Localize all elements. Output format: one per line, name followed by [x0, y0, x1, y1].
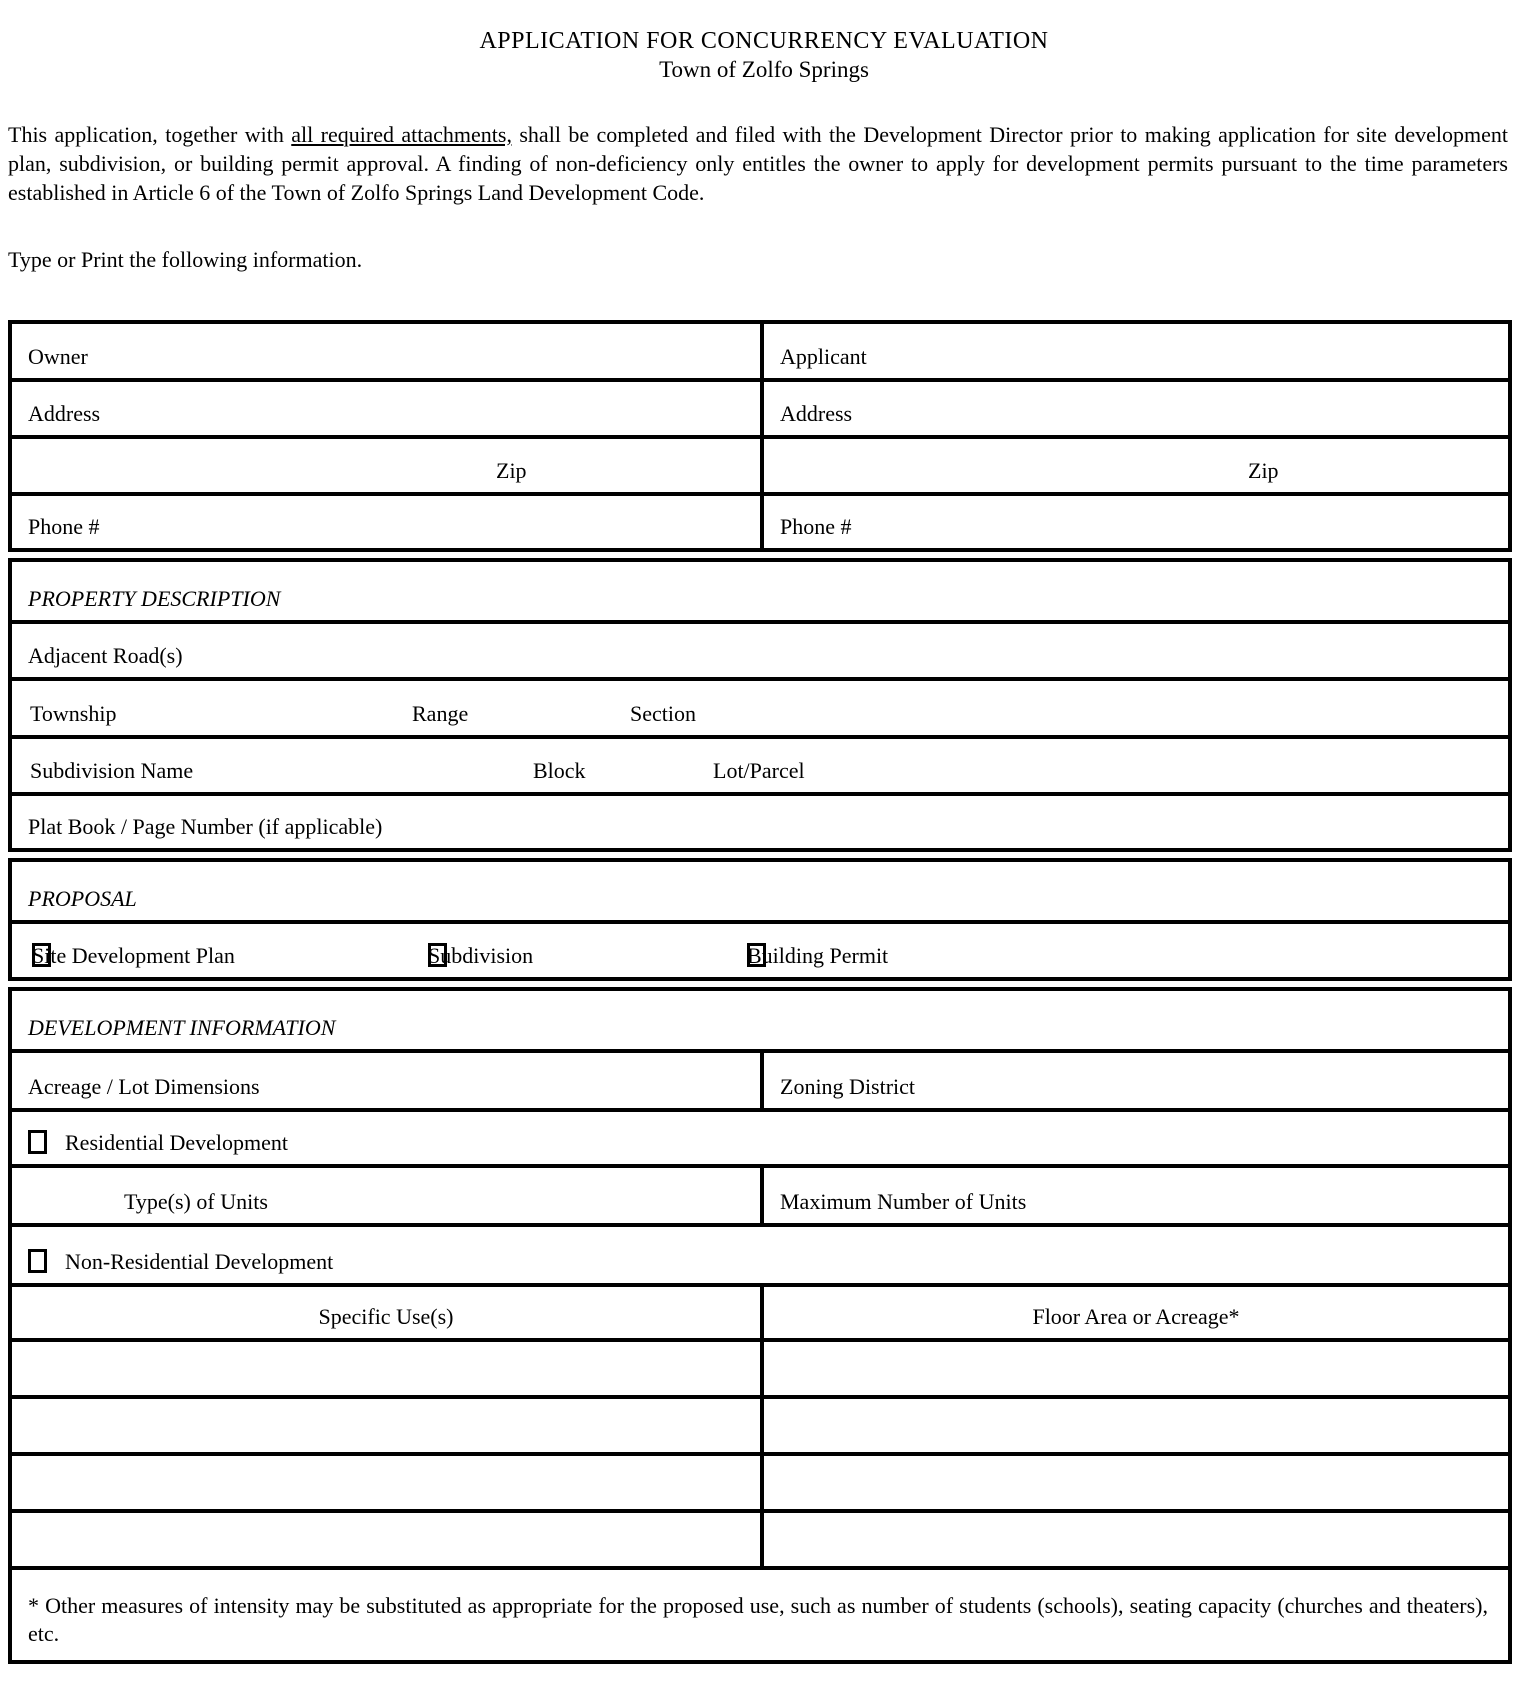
proposal-table: [8, 858, 1512, 981]
proposal-options-row: [12, 920, 1508, 977]
applicant-zip-label: Zip: [1248, 458, 1279, 483]
owner-address-field-cell: [12, 382, 760, 435]
development-information-table: [8, 987, 1512, 1664]
specific-use-header-cell: [12, 1287, 760, 1338]
type-or-print-instruction: Type or Print the following information.: [8, 247, 363, 272]
applicant-field-cell: [760, 324, 1508, 378]
township-range-section-field-cell: [12, 681, 1508, 735]
subdivision-checkbox[interactable]: [428, 943, 447, 967]
township-label: Township: [30, 701, 117, 726]
applicant-phone-field-cell: [760, 496, 1508, 548]
property-description-table: [8, 558, 1512, 852]
section-header-row: [12, 562, 1508, 620]
max-units-label: Maximum Number of Units: [780, 1189, 1027, 1214]
building-permit-label: Building Permit: [747, 943, 889, 968]
owner-field-cell: [12, 324, 760, 378]
floor-area-input-cell: [760, 1513, 1508, 1566]
applicant-label: Applicant: [780, 344, 867, 369]
development-information-heading: DEVELOPMENT INFORMATION: [28, 1015, 336, 1040]
building-permit-checkbox[interactable]: [747, 943, 766, 967]
intro-paragraph: [8, 120, 1508, 207]
page-subtitle: Town of Zolfo Springs: [659, 57, 869, 82]
subdivision-block-lot-field-cell: [12, 739, 1508, 792]
plat-book-label: Plat Book / Page Number (if applicable): [28, 814, 383, 839]
intro-text-start: This application, together with: [8, 122, 292, 147]
table-row: [12, 735, 1508, 792]
document-header: [0, 0, 1528, 84]
section-header-row: [12, 991, 1508, 1049]
owner-address-label: Address: [28, 401, 101, 426]
acreage-field-cell: [12, 1053, 760, 1108]
proposal-heading: PROPOSAL: [28, 886, 137, 911]
owner-phone-field-cell: [12, 496, 760, 548]
specific-use-input-cell: [12, 1456, 760, 1509]
floor-area-header: Floor Area or Acreage*: [1032, 1304, 1240, 1329]
non-residential-option-cell: [12, 1227, 1508, 1283]
floor-area-header-cell: [760, 1287, 1508, 1338]
table-row: [12, 1049, 1508, 1108]
site-development-plan-label: Site Development Plan: [32, 943, 235, 968]
table-row: [12, 677, 1508, 735]
zoning-district-field-cell: [760, 1053, 1508, 1108]
max-units-field-cell: [760, 1168, 1508, 1223]
lot-parcel-label: Lot/Parcel: [713, 758, 805, 783]
plat-book-field-cell: [12, 796, 1508, 848]
proposal-option-subdivision: [428, 944, 533, 968]
proposal-options-cell: [12, 924, 1508, 977]
non-residential-development-label: Non-Residential Development: [65, 1249, 334, 1274]
specific-use-input-cell: [12, 1342, 760, 1395]
applicant-phone-label: Phone #: [780, 514, 852, 539]
non-residential-development-checkbox[interactable]: [28, 1249, 47, 1273]
floor-area-input-cell: [760, 1399, 1508, 1452]
footnote-row: [12, 1566, 1508, 1660]
subdivision-label: Subdivision: [428, 943, 534, 968]
table-row: [12, 792, 1508, 848]
range-label: Range: [412, 701, 469, 726]
use-data-row: [12, 1509, 1508, 1566]
residential-development-checkbox[interactable]: [28, 1130, 47, 1154]
owner-label: Owner: [28, 344, 88, 369]
types-of-units-field-cell: [12, 1168, 760, 1223]
use-data-row: [12, 1338, 1508, 1395]
table-row: [12, 324, 1508, 378]
use-data-row: [12, 1395, 1508, 1452]
use-data-row: [12, 1452, 1508, 1509]
owner-phone-label: Phone #: [28, 514, 100, 539]
specific-use-input-cell: [12, 1399, 760, 1452]
residential-option-row: [12, 1108, 1508, 1164]
table-row: [12, 1164, 1508, 1223]
page-title: APPLICATION FOR CONCURRENCY EVALUATION: [479, 28, 1049, 54]
acreage-label: Acreage / Lot Dimensions: [28, 1074, 260, 1099]
section-label: Section: [630, 701, 696, 726]
proposal-option-site-development-plan: [32, 944, 235, 968]
specific-use-input-cell: [12, 1513, 760, 1566]
non-residential-option-row: [12, 1223, 1508, 1283]
property-description-heading: PROPERTY DESCRIPTION: [28, 586, 281, 611]
adjacent-roads-label: Adjacent Road(s): [28, 643, 183, 668]
floor-area-input-cell: [760, 1456, 1508, 1509]
subdivision-name-label: Subdivision Name: [30, 758, 194, 783]
owner-zip-field-cell: [12, 439, 760, 492]
types-of-units-label: Type(s) of Units: [124, 1189, 268, 1214]
floor-area-input-cell: [760, 1342, 1508, 1395]
section-header-row: [12, 862, 1508, 920]
table-row: [12, 435, 1508, 492]
adjacent-roads-field-cell: [12, 624, 1508, 677]
site-development-plan-checkbox[interactable]: [32, 943, 51, 967]
intro-text-end: shall be completed and filed with the Development Director prior to making application for site development plan, subdivision, or building permit approval. A finding of non-deficiency only entitles the owner to apply for development permits pursuant to the time parameters established in Article 6 of the Town of Zolfo Springs Land Development Code.: [8, 122, 1508, 205]
residential-development-label: Residential Development: [65, 1130, 288, 1155]
specific-use-header: Specific Use(s): [318, 1304, 454, 1329]
residential-option-cell: [12, 1112, 1508, 1164]
footnote-text: * Other measures of intensity may be substituted as appropriate for the proposed use, such as number of students (schools), seating capacity (churches and theaters), etc.: [28, 1593, 1488, 1646]
proposal-option-building-permit: [747, 944, 888, 968]
table-row: [12, 492, 1508, 548]
use-table-header-row: [12, 1283, 1508, 1338]
owner-zip-label: Zip: [496, 458, 527, 483]
block-label: Block: [533, 758, 586, 783]
table-row: [12, 620, 1508, 677]
applicant-address-label: Address: [780, 401, 853, 426]
intro-text-underlined: all required attachments,: [291, 122, 512, 147]
applicant-address-field-cell: [760, 382, 1508, 435]
zoning-district-label: Zoning District: [780, 1074, 916, 1099]
contact-table: [8, 320, 1512, 552]
table-row: [12, 378, 1508, 435]
applicant-zip-field-cell: [760, 439, 1508, 492]
